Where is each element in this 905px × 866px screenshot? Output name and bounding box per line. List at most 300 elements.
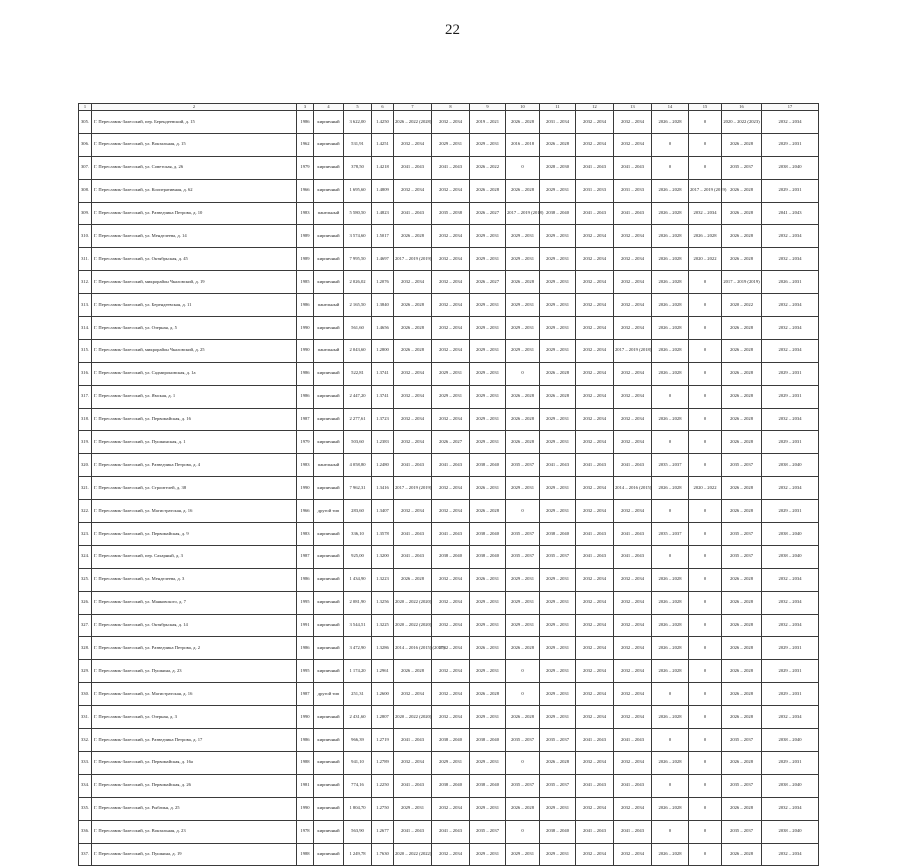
table-cell: 2032 – 2034	[762, 111, 819, 134]
table-cell: кирпичный	[314, 156, 344, 179]
table-cell: 0	[506, 500, 540, 523]
table-cell: 2026 – 2028	[540, 362, 576, 385]
table-cell: 1.2800	[372, 339, 394, 362]
table-cell: 2029 – 2031	[470, 339, 506, 362]
table-cell: 2032 – 2034	[614, 431, 652, 454]
address-cell: Г. Переславль-Залесский, ул. Маяковского, д. 7	[92, 591, 297, 614]
table-cell: 1.3286	[372, 637, 394, 660]
column-header: 14	[652, 104, 689, 111]
table-cell: 2026 – 2028	[506, 111, 540, 134]
table-cell: 2029 – 2031	[506, 248, 540, 271]
table-cell: 2029 – 2031	[506, 317, 540, 340]
table-cell: 2041 – 2043	[576, 774, 614, 797]
table-cell: 2032 – 2034	[394, 179, 432, 202]
table-cell: 2032 – 2034	[432, 248, 470, 271]
table-cell: 2029 – 2031	[506, 614, 540, 637]
table-cell: 2032 – 2034	[576, 225, 614, 248]
table-cell: 1962	[297, 133, 314, 156]
table-cell: 2029 – 2031	[540, 339, 576, 362]
table-cell: 2026 – 2031	[470, 568, 506, 591]
table-cell: 2038 – 2040	[762, 454, 819, 477]
table-cell: 2026 – 2028	[652, 362, 689, 385]
table-cell: 2026 – 2028	[722, 706, 762, 729]
table-cell: 0	[652, 431, 689, 454]
table-cell: 1.2961	[372, 660, 394, 683]
table-cell: 2032 – 2034	[614, 225, 652, 248]
table-cell: 3 622,00	[344, 111, 372, 134]
table-cell: 1.2383	[372, 431, 394, 454]
table-cell: 327.	[79, 614, 92, 637]
table-cell: 1987	[297, 545, 314, 568]
table-cell: 1986	[297, 637, 314, 660]
table-cell: 312.	[79, 271, 92, 294]
table-cell: 1990	[297, 797, 314, 820]
table-cell: 317.	[79, 385, 92, 408]
table-cell: 2035 – 2037	[506, 454, 540, 477]
table-cell: 2029 – 2031	[540, 431, 576, 454]
table-cell: 2026 – 2027	[470, 202, 506, 225]
address-cell: Г. Переславль-Залесский, ул. Менделеева, д. 3	[92, 568, 297, 591]
table-cell: 1.5017	[372, 225, 394, 248]
table-cell: 2041 – 2043	[394, 774, 432, 797]
table-cell: 2026 – 2028	[722, 317, 762, 340]
page-number: 22	[445, 22, 460, 38]
address-cell: Г. Переславль-Залесский, ул. Ямская, д. 1	[92, 385, 297, 408]
table-cell: 2017 – 2019 (2019)	[394, 248, 432, 271]
table-cell: 0	[652, 729, 689, 752]
table-cell: 2026 – 2028	[394, 660, 432, 683]
table-row	[79, 614, 819, 637]
table-cell: 333.	[79, 751, 92, 774]
table-cell: 2026 – 2028	[652, 179, 689, 202]
table-cell: 2020 – 2022 (2020)	[394, 614, 432, 637]
table-cell: 2026 – 2028	[722, 797, 762, 820]
table-cell: кирпичный	[314, 523, 344, 546]
table-cell: 2041 – 2043	[576, 156, 614, 179]
table-cell: 2032 – 2034	[394, 133, 432, 156]
table-cell: 1995	[297, 660, 314, 683]
table-cell: 2032 – 2034	[394, 362, 432, 385]
table-cell: 322.	[79, 500, 92, 523]
table-cell: 2026 – 2031	[470, 477, 506, 500]
table-cell: панельный	[314, 454, 344, 477]
table-cell: 2029 – 2031	[506, 568, 540, 591]
table-cell: 2041 – 2043	[576, 523, 614, 546]
table-cell: 2026 – 2028	[506, 431, 540, 454]
table-cell: 2026 – 2028	[652, 568, 689, 591]
table-cell: 2032 – 2034	[576, 111, 614, 134]
table-cell: кирпичный	[314, 843, 344, 866]
table-cell: 326.	[79, 591, 92, 614]
table-cell: 2041 – 2043	[576, 729, 614, 752]
table-cell: другой тип	[314, 683, 344, 706]
table-cell: 1 249,78	[344, 843, 372, 866]
table-cell: 2029 – 2031	[506, 294, 540, 317]
table-cell: 0	[689, 408, 722, 431]
table-row	[79, 545, 819, 568]
table-cell: 2032 – 2034	[614, 797, 652, 820]
table-cell: 2026 – 2028	[652, 614, 689, 637]
table-cell: 314.	[79, 317, 92, 340]
table-cell: 1986	[297, 568, 314, 591]
table-cell: 2038 – 2040	[540, 523, 576, 546]
table-cell: 2029 – 2031	[506, 477, 540, 500]
table-row	[79, 751, 819, 774]
table-cell: 2026 – 2028	[394, 568, 432, 591]
table-cell: 2029 – 2031	[540, 637, 576, 660]
table-cell: 0	[689, 523, 722, 546]
table-cell: 2041 – 2043	[394, 820, 432, 843]
table-cell: 1.4809	[372, 179, 394, 202]
table-cell: 2032 – 2034	[614, 660, 652, 683]
table-cell: 1988	[297, 843, 314, 866]
table-cell: 2020 – 2022	[689, 477, 722, 500]
table-cell: 2032 – 2034	[614, 133, 652, 156]
table-row	[79, 683, 819, 706]
table-cell: 2029 – 2031	[470, 660, 506, 683]
table-cell: 2026 – 2022	[470, 156, 506, 179]
table-cell: 3 472,90	[344, 637, 372, 660]
table-cell: 2032 – 2034	[614, 683, 652, 706]
table-cell: 2032 – 2034	[614, 591, 652, 614]
table-cell: 0	[689, 774, 722, 797]
table-cell: 2038 – 2040	[432, 545, 470, 568]
table-cell: 1.4218	[372, 156, 394, 179]
table-cell: 0	[652, 500, 689, 523]
table-cell: 2032 – 2034	[762, 614, 819, 637]
table-cell: 2041 – 2043	[614, 202, 652, 225]
address-cell: Г. Переславль-Залесский, ул. Первомайская, д. 26	[92, 774, 297, 797]
table-cell: 2026 – 2028	[722, 500, 762, 523]
table-cell: 0	[689, 614, 722, 637]
table-cell: 2026 – 2028	[506, 385, 540, 408]
table-cell: 0	[652, 820, 689, 843]
table-cell: 1983	[297, 454, 314, 477]
table-cell: 2032 – 2034	[432, 637, 470, 660]
table-cell: 308.	[79, 179, 92, 202]
table-cell: 2035 – 2037	[722, 774, 762, 797]
table-cell: 2032 – 2034	[394, 683, 432, 706]
table-cell: 0	[506, 683, 540, 706]
table-cell: 2041 – 2043	[394, 729, 432, 752]
table-cell: 2029 – 2031	[470, 385, 506, 408]
table-cell: 2026 – 2028	[722, 362, 762, 385]
table-cell: панельный	[314, 339, 344, 362]
table-cell: 2032 – 2034	[614, 248, 652, 271]
table-cell: 0	[689, 706, 722, 729]
table-row	[79, 774, 819, 797]
table-cell: 2038 – 2040	[540, 820, 576, 843]
table-cell: 2017 – 2019 (2019)	[689, 179, 722, 202]
table-cell: 2029 – 2031	[540, 568, 576, 591]
table-cell: 0	[506, 156, 540, 179]
table-cell: 335.	[79, 797, 92, 820]
table-cell: 1 434,90	[344, 568, 372, 591]
table-cell: 0	[689, 660, 722, 683]
table-cell: 925,00	[344, 545, 372, 568]
table-cell: 283,60	[344, 500, 372, 523]
table-cell: 2041 – 2043	[614, 454, 652, 477]
table-cell: кирпичный	[314, 179, 344, 202]
table-cell: 2038 – 2040	[540, 202, 576, 225]
table-cell: 2032 – 2034	[432, 568, 470, 591]
address-cell: Г. Переславль-Залесский, ул. Октябрьская, д. 45	[92, 248, 297, 271]
table-cell: 2026 – 2028	[652, 843, 689, 866]
table-cell: панельный	[314, 202, 344, 225]
table-cell: 2035 – 2037	[652, 523, 689, 546]
table-cell: 2029 – 2031	[540, 294, 576, 317]
table-cell: 2035 – 2037	[506, 774, 540, 797]
table-row	[79, 317, 819, 340]
table-cell: 1981	[297, 774, 314, 797]
table-cell: 2032 – 2034	[394, 751, 432, 774]
table-cell: 2035 – 2037	[540, 545, 576, 568]
table-row	[79, 500, 819, 523]
table-cell: 2029 – 2031	[540, 500, 576, 523]
table-cell: 2026 – 2028	[722, 248, 762, 271]
table-cell: 2041 – 2043	[432, 820, 470, 843]
table-cell: 1.2677	[372, 820, 394, 843]
table-cell: 2038 – 2040	[470, 729, 506, 752]
table-cell: 2032 – 2034	[614, 294, 652, 317]
table-cell: 2029 – 2031	[506, 591, 540, 614]
table-row	[79, 202, 819, 225]
table-cell: 2032 – 2034	[432, 179, 470, 202]
table-cell: 2031 – 2033	[614, 179, 652, 202]
table-cell: 2032 – 2034	[576, 362, 614, 385]
table-cell: 2026 – 2028	[722, 637, 762, 660]
table-cell: кирпичный	[314, 637, 344, 660]
table-cell: 2032 – 2034	[432, 683, 470, 706]
table-cell: 1985	[297, 271, 314, 294]
table-cell: 2029 – 2031	[470, 225, 506, 248]
table-cell: 2020 – 2022	[722, 294, 762, 317]
table-row	[79, 591, 819, 614]
address-cell: Г. Переславль-Залесский, ул. Первомайская, д. 16	[92, 408, 297, 431]
table-cell: 2032 – 2034	[614, 385, 652, 408]
table-cell: 305.	[79, 111, 92, 134]
table-cell: 2029 – 2031	[470, 706, 506, 729]
table-cell: 2026 – 2028	[722, 133, 762, 156]
table-cell: 2041 – 2043	[394, 202, 432, 225]
table-row	[79, 271, 819, 294]
table-cell: 2029 – 2031	[470, 797, 506, 820]
table-cell: 1989	[297, 248, 314, 271]
table-cell: кирпичный	[314, 751, 344, 774]
table-cell: 2029 – 2031	[470, 317, 506, 340]
table-cell: 2041 – 2043	[540, 454, 576, 477]
table-cell: кирпичный	[314, 408, 344, 431]
table-cell: 2032 – 2034	[614, 500, 652, 523]
table-cell: кирпичный	[314, 317, 344, 340]
table-row	[79, 568, 819, 591]
table-cell: 2041 – 2043	[762, 202, 819, 225]
column-header-row	[79, 104, 819, 111]
table-cell: 251,31	[344, 683, 372, 706]
table-cell: 3 574,60	[344, 225, 372, 248]
table-cell: 321.	[79, 477, 92, 500]
table-cell: 1.4250	[372, 111, 394, 134]
table-cell: кирпичный	[314, 706, 344, 729]
table-cell: 2026 – 2028	[540, 751, 576, 774]
table-cell: 1.3200	[372, 545, 394, 568]
table-cell: 1990	[297, 477, 314, 500]
table-cell: 0	[652, 774, 689, 797]
table-cell: 2026 – 2028	[652, 477, 689, 500]
table-cell: 316.	[79, 362, 92, 385]
table-cell: 2029 – 2031	[762, 500, 819, 523]
table-row	[79, 820, 819, 843]
table-cell: 1.3416	[372, 477, 394, 500]
table-cell: 2026 – 2028	[394, 339, 432, 362]
table-row	[79, 362, 819, 385]
table-cell: 0	[652, 545, 689, 568]
table-cell: 0	[689, 500, 722, 523]
table-cell: 2032 – 2034	[614, 317, 652, 340]
table-cell: 1.3741	[372, 362, 394, 385]
column-header: 3	[297, 104, 314, 111]
column-header: 6	[372, 104, 394, 111]
table-cell: 2026 – 2028	[652, 637, 689, 660]
table-cell: 2026 – 2028	[506, 706, 540, 729]
table-cell: 2029 – 2031	[540, 248, 576, 271]
table-cell: 2032 – 2034	[576, 133, 614, 156]
table-cell: 2029 – 2031	[470, 248, 506, 271]
table-cell: 2041 – 2043	[614, 820, 652, 843]
table-cell: 307.	[79, 156, 92, 179]
address-cell: Г. Переславль-Залесский, ул. Рыбачья, д. 25	[92, 797, 297, 820]
table-cell: 1.2250	[372, 774, 394, 797]
table-cell: 2038 – 2040	[762, 545, 819, 568]
table-cell: 2032 – 2034	[762, 797, 819, 820]
table-cell: 378,50	[344, 156, 372, 179]
table-cell: 2032 – 2034	[576, 637, 614, 660]
table-cell: 1.2750	[372, 797, 394, 820]
table-cell: 2026 – 2027	[470, 271, 506, 294]
table-cell: 2032 – 2034	[614, 111, 652, 134]
table-cell: 1988	[297, 751, 314, 774]
table-cell: 2041 – 2043	[432, 156, 470, 179]
table-cell: 2035 – 2037	[722, 545, 762, 568]
table-cell: 2026 – 2028	[722, 568, 762, 591]
table-cell: 2032 – 2034	[432, 614, 470, 637]
table-cell: 2032 – 2034	[394, 271, 432, 294]
table-cell: 2026 – 2028	[652, 248, 689, 271]
table-cell: кирпичный	[314, 660, 344, 683]
table-cell: 7 995,50	[344, 248, 372, 271]
table-cell: 1990	[297, 706, 314, 729]
table-cell: 0	[689, 431, 722, 454]
table-cell: 0	[506, 820, 540, 843]
table-cell: 2032 – 2034	[576, 339, 614, 362]
column-header: 15	[689, 104, 722, 111]
table-cell: 1.3723	[372, 408, 394, 431]
address-cell: Г. Переславль-Залесский, ул. Вокзальная, д. 15	[92, 133, 297, 156]
table-cell: 2026 – 2028	[722, 385, 762, 408]
table-cell: кирпичный	[314, 133, 344, 156]
table-cell: 2026 – 2028	[722, 591, 762, 614]
address-cell: Г. Переславль-Залесский, микрорайон Чкаловский, д. 19	[92, 271, 297, 294]
table-cell: 1.2807	[372, 706, 394, 729]
table-cell: 1.2076	[372, 271, 394, 294]
table-cell: 2041 – 2043	[394, 454, 432, 477]
table-cell: 337.	[79, 843, 92, 866]
table-cell: 2026 – 2028	[722, 202, 762, 225]
table-cell: 1 695,60	[344, 179, 372, 202]
table-cell: 2026 – 2028	[506, 797, 540, 820]
table-cell: 2038 – 2040	[762, 523, 819, 546]
table-cell: 2029 – 2031	[470, 751, 506, 774]
table-cell: 0	[652, 133, 689, 156]
table-cell: 2032 – 2034	[614, 637, 652, 660]
table-cell: кирпичный	[314, 545, 344, 568]
table-cell: 531,91	[344, 133, 372, 156]
table-cell: 2026 – 2028	[652, 408, 689, 431]
table-cell: 0	[689, 637, 722, 660]
address-cell: Г. Переславль-Залесский, ул. Садмироновская, д. 1а	[92, 362, 297, 385]
table-cell: 2041 – 2043	[614, 774, 652, 797]
column-header: 10	[506, 104, 540, 111]
table-cell: 2029 – 2031	[762, 751, 819, 774]
table-cell: 2026 – 2031	[762, 271, 819, 294]
table-cell: 2029 – 2031	[762, 385, 819, 408]
table-cell: 2029 – 2031	[540, 797, 576, 820]
table-cell: кирпичный	[314, 385, 344, 408]
table-cell: 2032 – 2034	[576, 248, 614, 271]
table-cell: 2017 – 2019 (2019)	[722, 271, 762, 294]
table-cell: 941,10	[344, 751, 372, 774]
table-cell: 0	[652, 385, 689, 408]
table-cell: 325.	[79, 568, 92, 591]
table-cell: 329.	[79, 660, 92, 683]
table-cell: 2029 – 2031	[762, 179, 819, 202]
table-cell: 2029 – 2031	[506, 843, 540, 866]
table-cell: 2032 – 2034	[762, 294, 819, 317]
table-cell: 2026 – 2028	[722, 843, 762, 866]
table-cell: 2041 – 2043	[576, 545, 614, 568]
table-cell: 2035 – 2037	[722, 454, 762, 477]
table-cell: 2029 – 2031	[506, 339, 540, 362]
table-cell: 2038 – 2040	[762, 774, 819, 797]
table-cell: 2032 – 2034	[762, 248, 819, 271]
table-cell: 2026 – 2028	[506, 637, 540, 660]
table-cell: 0	[689, 545, 722, 568]
table-row	[79, 797, 819, 820]
column-header: 16	[722, 104, 762, 111]
address-cell: Г. Переславль-Залесский, ул. Берендеевская, д. 11	[92, 294, 297, 317]
table-cell: 2038 – 2040	[762, 729, 819, 752]
table-cell: 2029 – 2031	[394, 797, 432, 820]
table-cell: 2032 – 2034	[762, 591, 819, 614]
table-cell: 2029 – 2031	[540, 683, 576, 706]
table-cell: 2041 – 2043	[614, 523, 652, 546]
table-cell: 2041 – 2043	[576, 202, 614, 225]
table-cell: 2032 – 2034	[576, 500, 614, 523]
address-cell: Г. Переславль-Залесский, пер. Сахарный, д. 3	[92, 545, 297, 568]
table-cell: 0	[689, 362, 722, 385]
table-cell: 1979	[297, 156, 314, 179]
table-cell: 1.3741	[372, 385, 394, 408]
table-cell: 2035 – 2037	[722, 820, 762, 843]
table-cell: 2032 – 2034	[394, 431, 432, 454]
table-cell: 2026 – 2028	[652, 339, 689, 362]
table-cell: 1.2480	[372, 454, 394, 477]
table-cell: 1.4823	[372, 202, 394, 225]
table-cell: 2032 – 2034	[576, 843, 614, 866]
table-cell: 2032 – 2034	[576, 477, 614, 500]
table-cell: 2029 – 2031	[540, 408, 576, 431]
table-cell: панельный	[314, 294, 344, 317]
